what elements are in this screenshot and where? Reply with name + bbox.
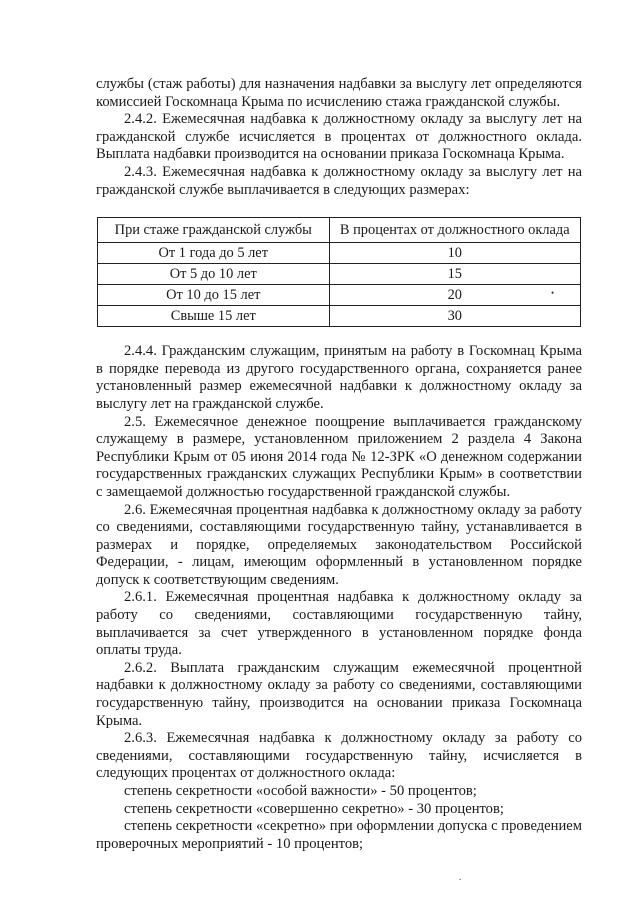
paragraph-2-5: 2.5. Ежемесячное денежное поощрение выплачивается гражданскому служащему в размере, установленном приложением 2 раздела 4 Закона Республики Крым от 05 июня 2014 года № 12-ЗРК «О денежном содержании государственных гражданских служащих Республики Крым» в соответствии с замещаемой должностью государственной гражданской службы. [96, 413, 582, 500]
table-cell-percent: 10 [329, 243, 580, 264]
scan-speck: • [551, 288, 555, 298]
paragraph-2-6: 2.6. Ежемесячная процентная надбавка к должностному окладу за работу со сведениями, составляющими государственную тайну, устанавливается в размерах и порядке, определяемых законодательством Российской Федерации, - лицам, имеющим оформленный в установленном порядке допуск к соответствующим сведениям. [96, 501, 582, 588]
table-cell-percent: 30 [329, 306, 580, 327]
table-cell-percent: 20 [329, 285, 580, 306]
table-cell-seniority: От 10 до 15 лет [98, 285, 330, 306]
paragraph-2-4-2: 2.4.2. Ежемесячная надбавка к должностному окладу за выслугу лет на гражданской службе исчисляется в процентах от должностного оклада. Выплата надбавки производится на основании приказа Госкомнаца Крыма. [96, 111, 582, 163]
table-cell-percent: 15 [329, 264, 580, 285]
table-cell-seniority: От 5 до 10 лет [98, 264, 330, 285]
secrecy-level-item: степень секретности «совершенно секретно» - 30 процентов; [124, 800, 504, 817]
table-row [98, 264, 581, 285]
table-header-cell: В процентах от должностного оклада [329, 218, 580, 243]
table-cell-seniority: От 1 года до 5 лет [98, 243, 330, 264]
paragraph-2-4-3: 2.4.3. Ежемесячная надбавка к должностному окладу за выслугу лет на гражданской службе выплачивается в следующих размерах: [96, 163, 582, 198]
document-page [96, 76, 582, 853]
paragraph-2-4-4: 2.4.4. Гражданским служащим, принятым на работу в Госкомнац Крыма в порядке перевода из другого государственного органа, сохраняется ранее установленный размер ежемесячной надбавки к должностному окладу за выслугу лет на гражданской службе. [96, 343, 582, 412]
paragraph-2-6-2: 2.6.2. Выплата гражданским служащим ежемесячной процентной надбавки к должностному окладу за работу со сведениями, составляющими государственную тайну, производится на основании приказа Госкомнаца Крыма. [96, 659, 582, 729]
paragraph-2-6-3: 2.6.3. Ежемесячная надбавка к должностному окладу за работу со сведениями, составляющими государственную тайну, исчисляется в следующих процентах от должностного оклада: [96, 730, 582, 782]
paragraph-2-6-1: 2.6.1. Ежемесячная процентная надбавка к должностному окладу за работу со сведениями, составляющими государственную тайну, выплачивается за счет утвержденного в установленном порядке фонда оплаты труда. [96, 589, 582, 659]
table-cell-seniority: Свыше 15 лет [98, 306, 330, 327]
secrecy-level-item: степень секретности «особой важности» - 50 процентов; [124, 783, 477, 799]
table-header-cell: При стаже гражданской службы [98, 218, 330, 243]
table-row [98, 243, 581, 264]
scan-speck: . [459, 872, 462, 882]
table-header-row [98, 218, 581, 243]
table-row [98, 285, 581, 306]
paragraph-continuation: службы (стаж работы) для назначения надбавки за выслугу лет определяются комиссией Госкомнаца Крыма по исчислению стажа гражданской службы. [96, 76, 582, 110]
seniority-allowance-table [97, 217, 581, 327]
table-row [98, 306, 581, 327]
secrecy-level-item: степень секретности «секретно» при оформлении допуска с проведением проверочных мероприятий - 10 процентов; [96, 818, 582, 852]
